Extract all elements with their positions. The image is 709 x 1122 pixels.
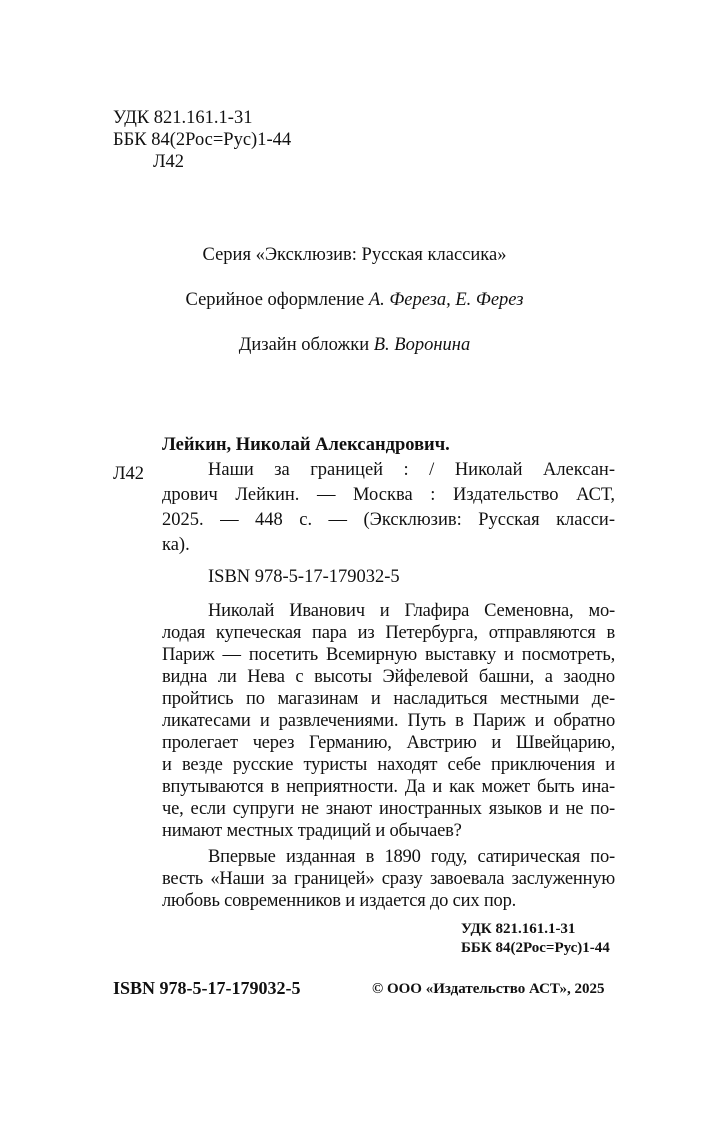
annotation-line: впутываются в неприятности. Да и как может быть ина- — [162, 777, 615, 797]
annotation-line: ликатесами и развлечениями. Путь в Париж и обратно — [162, 711, 615, 731]
catalog-entry-line: 2025. — 448 с. — (Эксклюзив: Русская класси- — [162, 510, 615, 530]
udk-code: УДК 821.161.1-31 — [113, 108, 253, 128]
catalog-isbn: ISBN 978-5-17-179032-5 — [208, 567, 400, 587]
udk-code-bottom: УДК 821.161.1-31 — [461, 921, 576, 937]
annotation-line: весть «Наши за границей» сразу завоевала заслуженную — [162, 869, 615, 889]
cover-design-credit — [0, 334, 709, 356]
annotation-line: пройтись по магазинам и насладиться местными де- — [162, 689, 615, 709]
cover-design-label: Дизайн обложки — [238, 335, 370, 355]
footer-copyright: © ООО «Издательство АСТ», 2025 — [372, 981, 605, 997]
annotation-line: нимают местных традиций и обычаев? — [162, 821, 462, 841]
annotation-line: любовь современников и издается до сих пор. — [162, 891, 517, 911]
cover-design-name: В. Воронина — [373, 335, 471, 355]
author-mark-top: Л42 — [153, 152, 185, 172]
annotation-line: и везде русские туристы находят себе приключения и — [162, 755, 615, 775]
footer-isbn: ISBN 978-5-17-179032-5 — [113, 978, 301, 998]
series-design-credit — [0, 289, 709, 311]
catalog-entry-line: ка). — [162, 535, 190, 555]
series-title: Серия «Эксклюзив: Русская классика» — [202, 245, 507, 265]
bbk-code-bottom: ББК 84(2Рос=Рус)1-44 — [461, 940, 610, 956]
annotation-line: че, если супруги не знают иностранных языков и не по- — [162, 799, 615, 819]
annotation-line: Впервые изданная в 1890 году, сатирическая по- — [208, 847, 615, 867]
catalog-heading: Лейкин, Николай Александрович. — [162, 435, 450, 455]
author-mark: Л42 — [113, 464, 145, 484]
annotation-line: лодая купеческая пара из Петербурга, отправляются в — [162, 623, 615, 643]
catalog-entry-line: дрович Лейкин. — Москва : Издательство АСТ, — [162, 485, 615, 505]
annotation-line: видна ли Нева с высоты Эйфелевой башни, а заодно — [162, 667, 615, 687]
catalog-entry-line: Наши за границей : / Николай Алексан- — [208, 460, 615, 480]
annotation-line: Париж — посетить Всемирную выставку и посмотреть, — [162, 645, 615, 665]
bbk-code: ББК 84(2Рос=Рус)1-44 — [113, 130, 292, 150]
series-design-label: Серийное оформление — [185, 290, 365, 310]
annotation-line: пролегает через Германию, Австрию и Швейцарию, — [162, 733, 615, 753]
annotation-line: Николай Иванович и Глафира Семеновна, мо- — [208, 601, 615, 621]
series-design-names: А. Фереза, Е. Ферез — [368, 290, 524, 310]
